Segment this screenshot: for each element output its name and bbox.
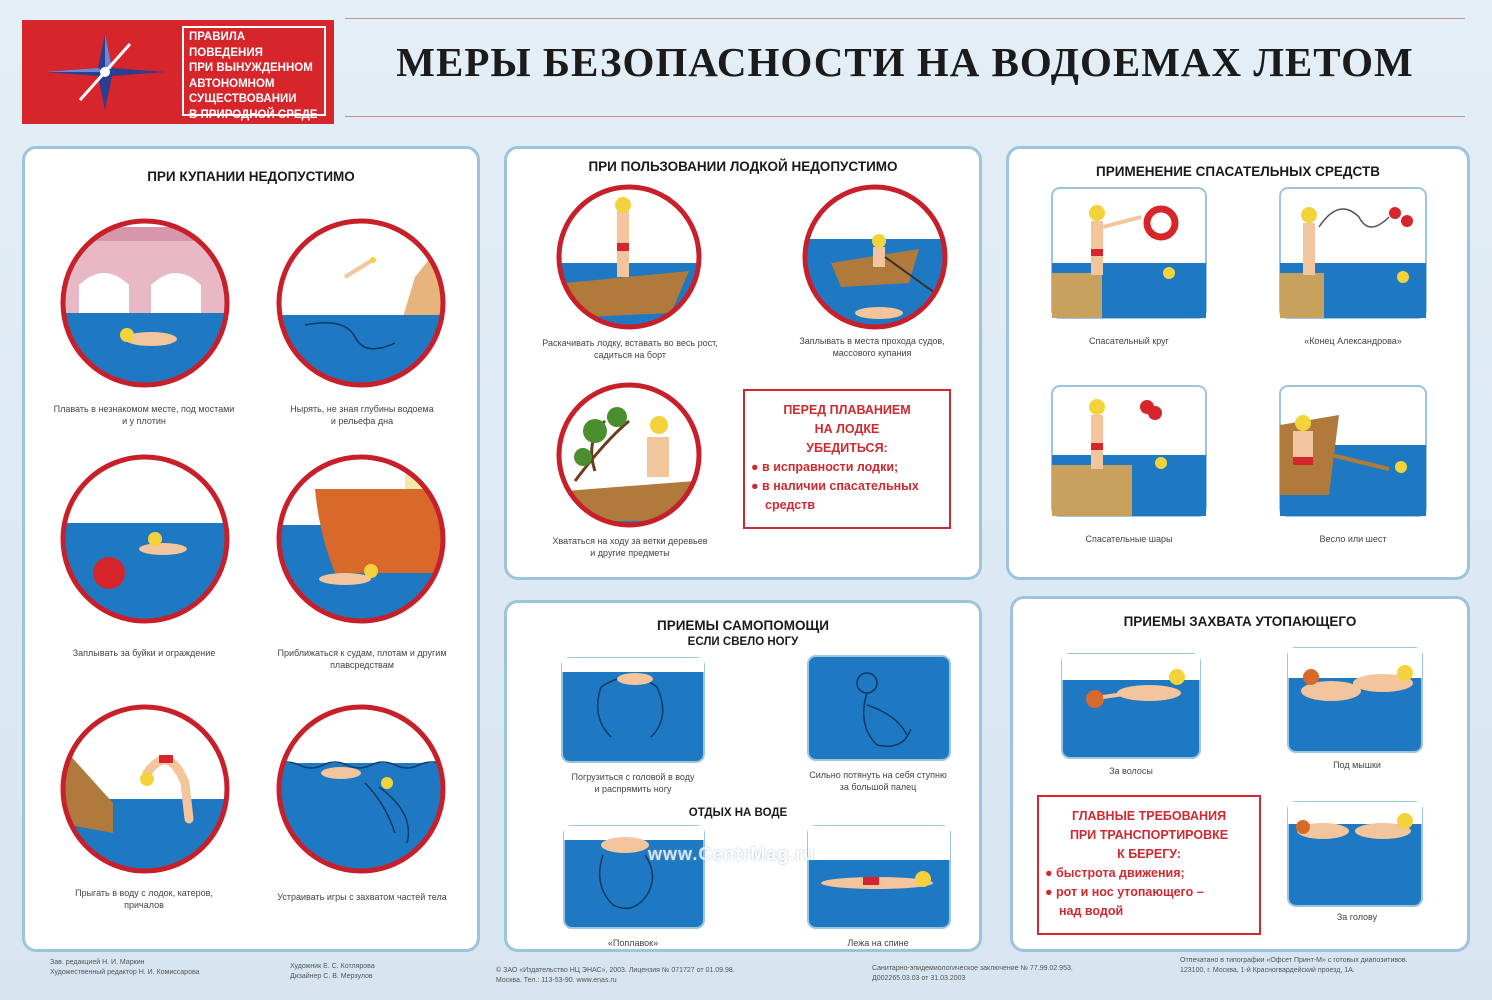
footer-credits: Зав. редакцией Н. И. Маркин Художественный редактор Н. И. Комиссарова — [50, 959, 200, 976]
caption: Устраивать игры с захватом частей тела — [277, 892, 447, 902]
series-title-line: ПРАВИЛА ПОВЕДЕНИЯ — [189, 31, 263, 59]
series-title-line: В ПРИРОДНОЙ СРЕДЕ — [189, 108, 318, 121]
rescue-balls-icon — [1051, 385, 1207, 517]
panel-self-help — [504, 600, 982, 952]
caption: За голову — [1336, 912, 1378, 922]
footer-publisher: © ЗАО «Издательство НЦ ЭНАС», 2003. Лицензия № 071727 от 01.09.98. Москва. Тел.: 113-53-90. www.enas.ru — [496, 967, 735, 984]
footer-artists: Художник Е. С. Котлярова Дизайнер С. В. Мерзулов — [290, 963, 375, 980]
panel-title: ПРИ ПОЛЬЗОВАНИИ ЛОДКОЙ НЕДОПУСТИМО — [588, 159, 898, 174]
series-title-line: АВТОНОМНОМ — [189, 77, 275, 90]
caption: Приближаться к судам, плотам и другим плавсредствам — [277, 648, 447, 670]
panel-subtitle: ЕСЛИ СВЕЛО НОГУ — [687, 636, 799, 648]
notice-bullet: ● в исправности лодки; — [751, 460, 899, 474]
title-bottom-rule — [345, 116, 1465, 117]
panel-grip — [1010, 596, 1470, 952]
caption: За волосы — [1109, 766, 1153, 776]
panel-title: ПРИ КУПАНИИ НЕДОПУСТИМО — [147, 169, 355, 184]
caption: Прыгать в воду с лодок, катеров, причалов — [75, 888, 213, 910]
caption: Под мышки — [1333, 760, 1381, 770]
float-pose-icon — [563, 825, 705, 929]
caption: Сильно потянуть на себя ступню за большой палец — [809, 770, 947, 792]
caption: Лежа на спине — [847, 938, 909, 948]
notice-bullet: ● быстрота движения; — [1045, 866, 1185, 880]
caption: Хвататься на ходу за ветки деревьев и другие предметы — [552, 536, 708, 558]
caption: Раскачивать лодку, вставать во весь рост, садиться на борт — [542, 338, 718, 360]
caption: «Конец Александрова» — [1304, 336, 1402, 346]
notice-bullet: ● рот и нос утопающего – — [1045, 885, 1204, 899]
bridge-swimmer-icon — [59, 217, 231, 389]
rope-end-icon — [1279, 187, 1427, 319]
footer-certificate: Санитарно-эпидемиологическое заключение № 77.99.02.953. Д002265.03.03 от 31.03.2003 — [872, 965, 1073, 982]
watermark: www.CentrMag.ru — [648, 844, 816, 864]
caption: Весло или шест — [1319, 534, 1387, 544]
caption: Заплывать в места прохода судов, массового купания — [799, 336, 945, 358]
boat-branches-icon — [555, 381, 703, 529]
series-title — [182, 26, 326, 121]
dive-straighten-leg-icon — [561, 657, 705, 763]
panel-title: ПРИЕМЫ САМОПОМОЩИ — [657, 618, 829, 633]
panel-title: ПРИМЕНЕНИЕ СПАСАТЕЛЬНЫХ СРЕДСТВ — [1096, 164, 1380, 179]
caption: Погрузиться с головой в воду и распрямить ногу — [571, 772, 695, 794]
panel-boat — [504, 146, 982, 580]
armpit-grip-icon — [1287, 647, 1423, 753]
panel-subtitle: ОТДЫХ НА ВОДЕ — [688, 807, 788, 819]
compass-star-icon — [40, 30, 170, 114]
caption: Плавать в незнакомом месте, под мостами и у плотин — [53, 404, 235, 426]
series-title-line: СУЩЕСТВОВАНИИ — [189, 93, 297, 105]
caption: Заплывать за буйки и ограждение — [72, 648, 216, 658]
caption: «Поплавок» — [607, 938, 659, 948]
standing-in-boat-icon — [555, 183, 703, 331]
poster-title: МЕРЫ БЕЗОПАСНОСТИ НА ВОДОЕМАХ ЛЕТОМ — [396, 39, 1414, 85]
rowing-boat-icon — [801, 183, 949, 331]
panel-rescue — [1006, 146, 1470, 580]
notice-bullet: ● в наличии спасательных — [751, 479, 919, 493]
footer-printing: Отпечатано в типографии «Офсет Принт-М» с готовых диапозитивов. 123100, г. Москва, 1-й Красногвардейский проезд, 1А. — [1180, 957, 1408, 974]
caption: Нырять, не зная глубины водоема и рельефа дна — [290, 404, 434, 426]
panel-bathing — [22, 146, 480, 952]
boat-jumper-icon — [59, 703, 231, 875]
panel-title: ПРИЕМЫ ЗАХВАТА УТОПАЮЩЕГО — [1123, 614, 1357, 629]
hair-grip-icon — [1061, 653, 1201, 759]
buoy-swimmer-icon — [59, 453, 231, 625]
head-grip-icon — [1287, 801, 1423, 907]
oar-pole-icon — [1279, 385, 1427, 517]
pull-foot-icon — [807, 655, 951, 761]
cliff-diver-icon — [275, 217, 447, 389]
grip-notice: ГЛАВНЫЕ ТРЕБОВАНИЯ ПРИ ТРАНСПОРТИРОВКЕ К БЕРЕГУ: ● быстрота движения; ● рот и нос утопающего – над водой — [1037, 795, 1261, 935]
ship-swimmer-icon — [275, 453, 447, 625]
caption: Спасательный круг — [1089, 336, 1169, 346]
title-top-rule — [345, 18, 1465, 19]
boat-notice: ПЕРЕД ПЛАВАНИЕМ НА ЛОДКЕ УБЕДИТЬСЯ: ● в исправности лодки; ● в наличии спасательных средств — [743, 389, 951, 529]
series-title-line: ПРИ ВЫНУЖДЕННОМ — [189, 62, 313, 74]
lying-on-back-icon — [807, 825, 951, 929]
life-ring-icon — [1051, 187, 1207, 319]
caption: Спасательные шары — [1085, 534, 1173, 544]
playing-swimmers-icon — [275, 703, 447, 875]
series-brand-block — [22, 20, 334, 124]
